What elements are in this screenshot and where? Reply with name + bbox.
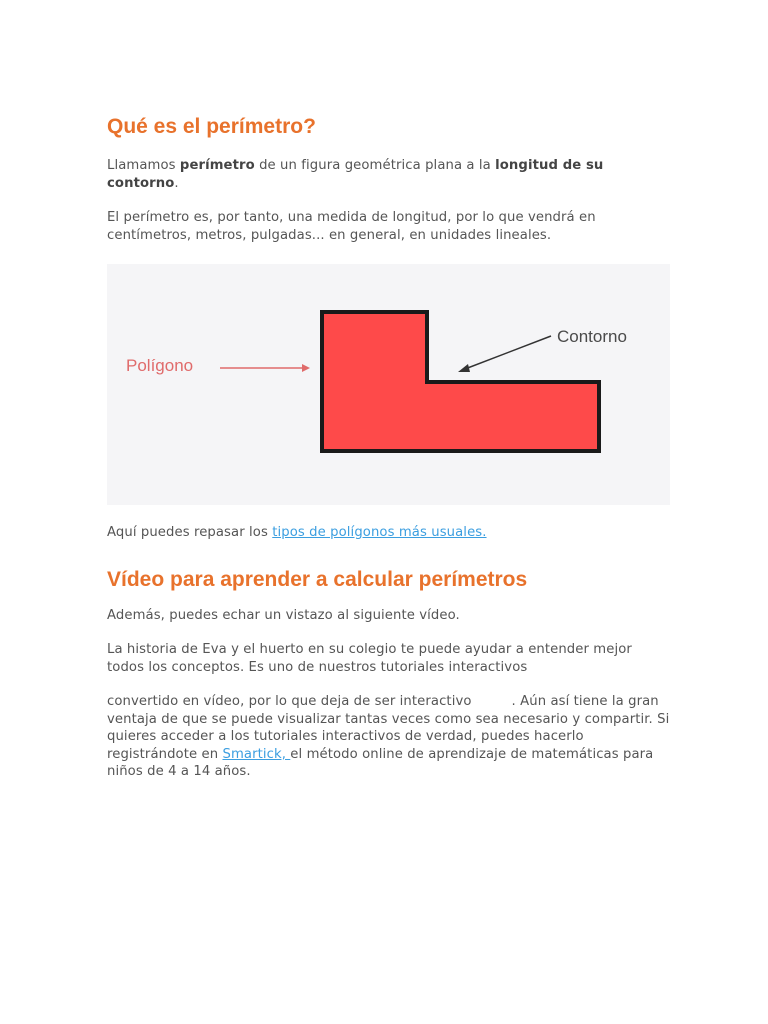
contour-arrow-head [458, 364, 470, 372]
smartick-link[interactable]: Smartick, [222, 746, 291, 762]
definition-text: . [174, 175, 179, 191]
polygon-types-paragraph [107, 524, 672, 542]
section-heading-video: Vídeo para aprender a calcular perímetros [107, 567, 528, 591]
contour-arrow-line [465, 336, 551, 369]
polygon-figure [107, 264, 670, 505]
polygon-label: Polígono [126, 356, 194, 375]
smartick-text: convertido en vídeo, por lo que deja de ser interactivo [107, 694, 472, 709]
polygon-types-link[interactable]: tipos de polígonos más usuales. [272, 525, 487, 540]
term-longitud: longitud de su contorno [107, 158, 604, 191]
smartick-paragraph [107, 693, 672, 781]
polygon-arrow-head [302, 364, 310, 372]
units-paragraph: El perímetro es, por tanto, una medida de longitud, por lo que vendrá en centímetros, metros, pulgadas... en general, en unidades lineales. [107, 210, 596, 243]
smartick-text: el método online de aprendizaje de matemáticas para niños de 4 a 14 años. [107, 746, 654, 779]
article [107, 112, 672, 781]
term-perimetro: perímetro [179, 158, 255, 173]
smartick-text: . Aún así tiene la gran ventaja de que se puede visualizar tantas veces como sea necesario y compartir. Si quieres acceder a los tutoriales interactivos de verdad, puedes hacerlo registrándote en [107, 694, 670, 762]
contour-label: Contorno [557, 327, 627, 346]
definition-paragraph [107, 157, 672, 192]
polygon-diagram [107, 264, 670, 505]
definition-text: Llamamos [107, 158, 180, 173]
polygon-types-text: Aquí puedes repasar los [107, 525, 273, 540]
video-intro-paragraph: Además, puedes echar un vistazo al siguiente vídeo. [107, 607, 460, 623]
definition-text: de un figura geométrica plana a la [254, 158, 496, 173]
story-paragraph: La historia de Eva y el huerto en su colegio te puede ayudar a entender mejor todos los conceptos. Es uno de nuestros tutoriales interactivos [107, 642, 632, 675]
section-heading-perimetro: Qué es el perímetro? [107, 115, 316, 138]
